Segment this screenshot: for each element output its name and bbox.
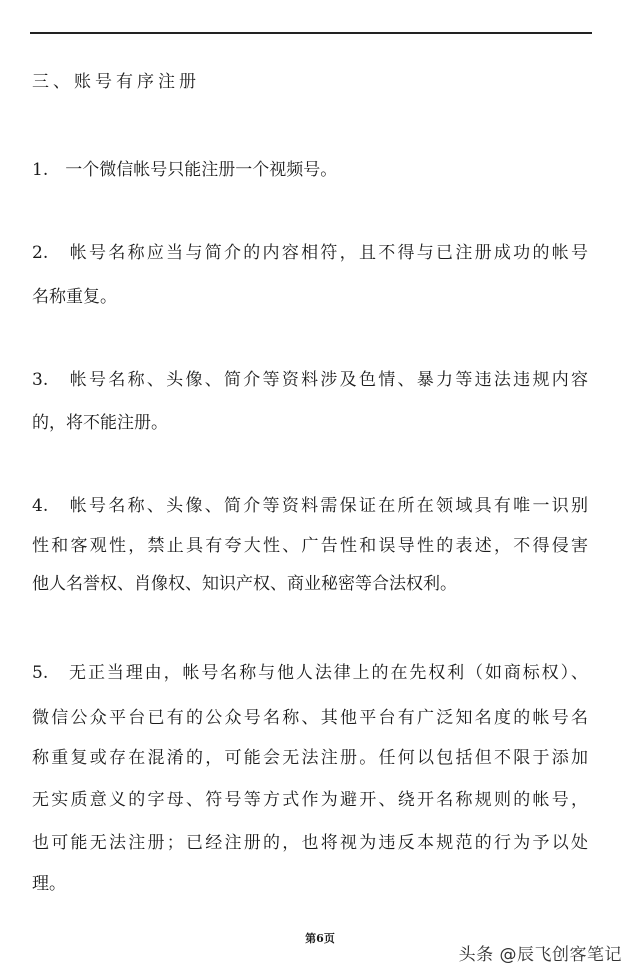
item-3-line-2: 的，将不能注册。	[32, 413, 168, 433]
item-5-line-5: 也可能无法注册；已经注册的，也将视为违反本规范的行为予以处	[32, 833, 588, 853]
item-2-line-2: 名称重复。	[32, 287, 117, 307]
item-5-line-6: 理。	[32, 874, 66, 894]
item-2-line-1: 2. 帐号名称应当与简介的内容相符，且不得与已注册成功的帐号	[32, 243, 588, 263]
item-3-line-1: 3. 帐号名称、头像、简介等资料涉及色情、暴力等违法违规内容	[32, 370, 588, 390]
section-heading: 三、账号有序注册	[32, 72, 200, 92]
watermark: 头条 @辰飞创客笔记	[458, 945, 622, 965]
item-5-line-3: 称重复或存在混淆的，可能会无法注册。任何以包括但不限于添加	[32, 748, 588, 768]
item-1-line-1: 1. 一个微信帐号只能注册一个视频号。	[32, 160, 338, 180]
item-4-line-3: 他人名誉权、肖像权、知识产权、商业秘密等合法权利。	[32, 574, 457, 594]
item-5-line-2: 微信公众平台已有的公众号名称、其他平台有广泛知名度的帐号名	[32, 708, 588, 728]
page-number: 第6页	[305, 932, 335, 945]
header-rule	[30, 32, 592, 34]
item-5-line-4: 无实质意义的字母、符号等方式作为避开、绕开名称规则的帐号，	[32, 790, 588, 810]
item-4-line-1: 4. 帐号名称、头像、简介等资料需保证在所在领域具有唯一识别	[32, 496, 588, 516]
item-5-line-1: 5. 无正当理由，帐号名称与他人法律上的在先权利（如商标权）、	[32, 663, 588, 683]
item-4-line-2: 性和客观性，禁止具有夸大性、广告性和误导性的表述，不得侵害	[32, 536, 588, 556]
